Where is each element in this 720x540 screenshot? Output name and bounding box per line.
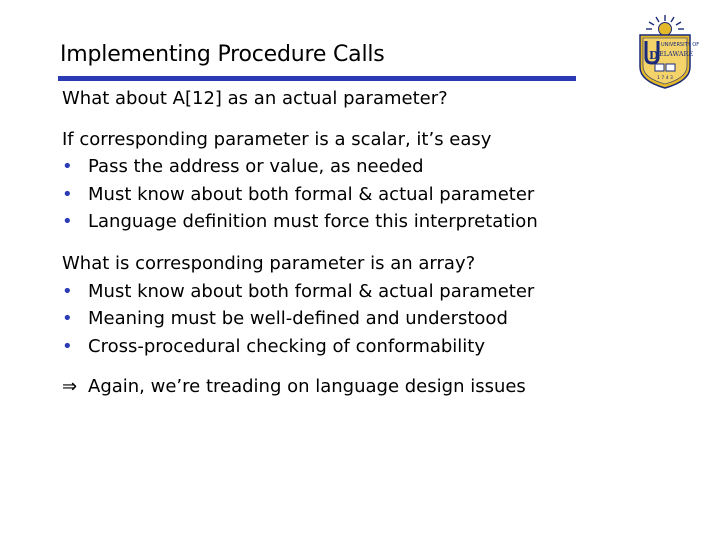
logo-letter: D [649,49,659,62]
list-item [62,211,538,232]
bullet-text: Cross-procedural checking of conformability [88,336,486,357]
section1-heading: If corresponding parameter is a scalar, it’s easy [62,129,492,150]
bullet-icon: • [62,184,73,205]
implies-arrow-icon: ⇒ [62,376,78,397]
list-item [62,156,424,177]
list-item [62,308,508,329]
bullet-icon: • [62,211,73,232]
question-text: What about A[12] as an actual parameter? [62,88,448,109]
university-logo [636,13,700,89]
logo-text-top: UNIVERSITY OF [661,42,700,48]
conclusion [62,376,526,397]
title-underline [58,76,576,81]
bullet-text: Meaning must be well-defined and understood [88,308,508,329]
bullet-icon: • [62,336,73,357]
logo-years: 1 7 4 3 [657,76,673,81]
bullet-text: Must know about both formal & actual parameter [88,184,535,205]
bullet-text: Pass the address or value, as needed [88,156,424,177]
conclusion-text: Again, we’re treading on language design issues [88,376,526,397]
slide-title: Implementing Procedure Calls [60,42,385,67]
bullet-icon: • [62,281,73,302]
list-item [62,281,534,302]
bullet-text: Language definition must force this interpretation [88,211,538,232]
bullet-text: Must know about both formal & actual parameter [88,281,535,302]
logo-text-main: ELAWARE [659,50,694,58]
section2-heading: What is corresponding parameter is an array? [62,253,476,274]
bullet-icon: • [62,156,73,177]
list-item [62,184,534,205]
list-item [62,336,485,357]
bullet-icon: • [62,308,73,329]
